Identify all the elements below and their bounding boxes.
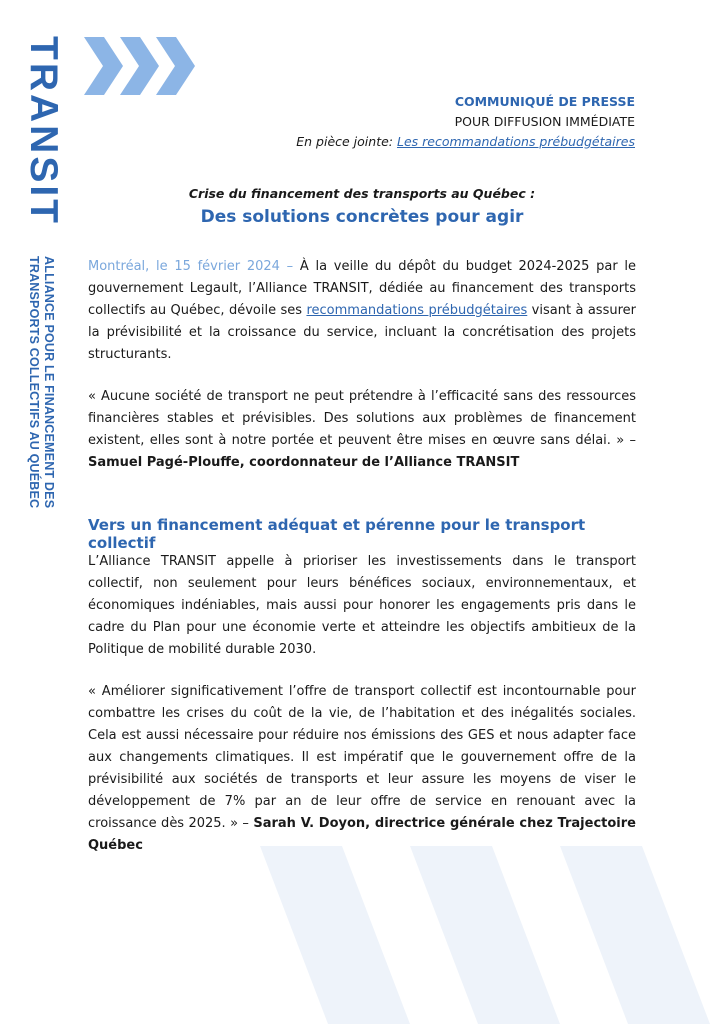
- tagline-line-1: ALLIANCE POUR LE FINANCEMENT DES: [42, 256, 56, 509]
- press-release-label: COMMUNIQUÉ DE PRESSE: [454, 94, 635, 109]
- page-title: Des solutions concrètes pour agir: [200, 207, 524, 227]
- diffusion-label: POUR DIFFUSION IMMÉDIATE: [454, 114, 635, 129]
- recommendations-link[interactable]: recommandations prébudgétaires: [306, 303, 528, 318]
- attachment-line: [296, 132, 635, 152]
- tagline-line-2: TRANSPORTS COLLECTIFS AU QUÉBEC: [27, 256, 41, 509]
- quote-2-text: « Améliorer significativement l’offre de transport collectif est incontournable pour combattre les crises du coût de la vie, de l’habitation et des inégalités sociales. Cela est aussi nécessaire pour réduire nos émissions des GES et nous adapter face aux changements climatiques. Il est impératif que le gouvernement offre de la prévisibilité aux sociétés de transports et leur assure les moyens de viser le développement de 7% par an de leur offre de service en renouant avec la croissance dès 2025. » –: [88, 684, 636, 831]
- attachment-link[interactable]: Les recommandations prébudgétaires: [396, 134, 635, 149]
- quote-1-text: « Aucune société de transport ne peut prétendre à l’efficacité sans des ressources financières stables et prévisibles. Des solutions aux problèmes de financement existent, elles sont à notre portée et peuvent être mises en œuvre sans délai. » –: [88, 389, 636, 448]
- intro-text-before: À la veille du dépôt du budget 2024-2025 par le gouvernement Legault, l’Alliance TRANSIT, dédiée au financement des transports collectifs au Québec, dévoile ses: [88, 259, 636, 318]
- attachment-prefix: En pièce jointe:: [296, 134, 397, 149]
- intro-text-after: visant à assurer la prévisibilité et la croissance du service, incluant la concrétisation des projets structurants.: [88, 303, 636, 362]
- quote-1-author: Samuel Pagé-Plouffe, coordonnateur de l’Alliance TRANSIT: [88, 455, 520, 470]
- triple-chevron-icon: [84, 37, 200, 95]
- quote-paragraph-2: [88, 681, 636, 857]
- quote-2-author: Sarah V. Doyon, directrice générale chez Trajectoire Québec: [88, 816, 636, 853]
- brand-wordmark: TRANSIT: [22, 36, 65, 226]
- quote-paragraph-1: [88, 386, 636, 474]
- section-heading: Vers un financement adéquat et pérenne pour le transport collectif: [88, 516, 586, 552]
- brand-tagline: [26, 256, 56, 508]
- header-block: [296, 92, 635, 152]
- section-paragraph: L’Alliance TRANSIT appelle à prioriser les investissements dans le transport collectif, non seulement pour leurs bénéfices sociaux, environnementaux, et économiques indéniables, mais aussi pour honorer les engagements pris dans le cadre du Plan pour une économie verte et atteindre les objectifs ambitieux de la Politique de mobilité durable 2030.: [88, 554, 636, 657]
- background-chevron-watermark: [260, 846, 725, 1024]
- intro-paragraph: [88, 256, 636, 366]
- dateline: Montréal, le 15 février 2024 –: [88, 259, 300, 274]
- subtitle: Crise du financement des transports au Québec :: [188, 186, 536, 201]
